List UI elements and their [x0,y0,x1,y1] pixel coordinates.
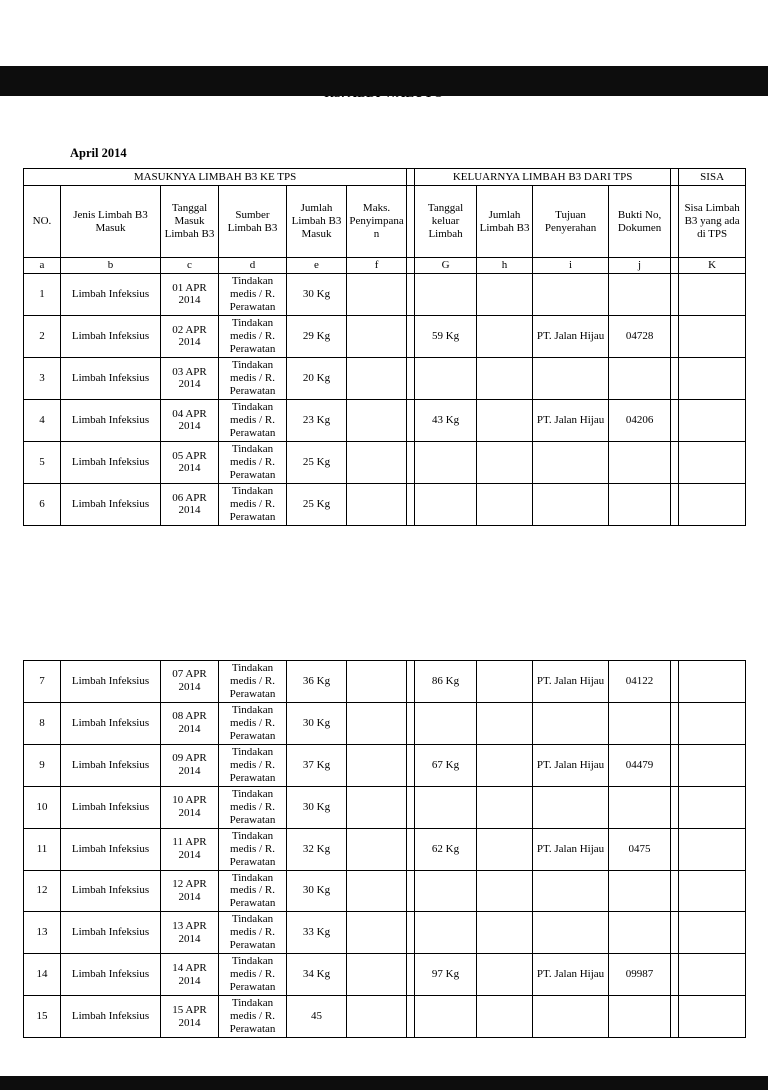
logbook-table-part-2 [23,660,746,1038]
cell-jumlah-keluar [477,954,533,996]
cell-maks [347,870,407,912]
table-row [24,399,746,441]
col-header-sisa: Sisa Limbah B3 yang ada di TPS [679,186,746,258]
separator-cell [407,399,415,441]
cell-no: 15 [24,996,61,1038]
cell-maks [347,315,407,357]
separator-cell [671,744,679,786]
separator-cell [671,315,679,357]
separator-cell [407,186,415,258]
cell-maks [347,483,407,525]
cell-sumber: Tindakan medis / R. Perawatan [219,357,287,399]
separator-cell [407,357,415,399]
cell-sisa [679,828,746,870]
separator-cell [407,273,415,315]
cell-tujuan: PT. Jalan Hijau [533,828,609,870]
cell-jumlah-masuk: 30 Kg [287,702,347,744]
letter-row [24,258,746,274]
cell-tanggal-keluar: 62 Kg [415,828,477,870]
cell-jumlah-keluar [477,912,533,954]
separator-cell [407,702,415,744]
cell-bukti [609,870,671,912]
cell-sumber: Tindakan medis / R. Perawatan [219,441,287,483]
cell-tanggal-keluar: 86 Kg [415,660,477,702]
cell-tanggal-keluar [415,996,477,1038]
cell-jenis: Limbah Infeksius [61,870,161,912]
cell-no: 5 [24,441,61,483]
cell-no: 2 [24,315,61,357]
cell-tanggal-masuk: 06 APR 2014 [161,483,219,525]
cell-sumber: Tindakan medis / R. Perawatan [219,702,287,744]
letter-cell: c [161,258,219,274]
cell-sisa [679,786,746,828]
separator-cell [671,186,679,258]
cell-maks [347,441,407,483]
cell-no: 14 [24,954,61,996]
cell-tujuan [533,273,609,315]
cell-tujuan [533,483,609,525]
separator-cell [407,483,415,525]
separator-cell [407,744,415,786]
cell-tanggal-masuk: 01 APR 2014 [161,273,219,315]
cell-sisa [679,744,746,786]
col-header-tanggal-keluar: Tanggal keluar Limbah [415,186,477,258]
cell-jumlah-keluar [477,870,533,912]
cell-bukti [609,786,671,828]
letter-cell: b [61,258,161,274]
separator-cell [671,660,679,702]
group-header-keluarnya: KELUARNYA LIMBAH B3 DARI TPS [415,169,671,186]
table-row [24,315,746,357]
cell-sumber: Tindakan medis / R. Perawatan [219,954,287,996]
cell-tujuan [533,702,609,744]
cell-no: 1 [24,273,61,315]
separator-cell [671,912,679,954]
cell-no: 10 [24,786,61,828]
col-header-no: NO. [24,186,61,258]
separator-cell [407,870,415,912]
cell-sumber: Tindakan medis / R. Perawatan [219,912,287,954]
cell-tujuan [533,996,609,1038]
cell-sumber: Tindakan medis / R. Perawatan [219,996,287,1038]
cell-tanggal-masuk: 10 APR 2014 [161,786,219,828]
cell-no: 11 [24,828,61,870]
cell-jumlah-masuk: 30 Kg [287,786,347,828]
cell-jenis: Limbah Infeksius [61,954,161,996]
cell-sisa [679,996,746,1038]
separator-cell [671,258,679,274]
cell-sumber: Tindakan medis / R. Perawatan [219,315,287,357]
cell-maks [347,996,407,1038]
cell-maks [347,954,407,996]
cell-bukti: 04479 [609,744,671,786]
cell-tanggal-masuk: 15 APR 2014 [161,996,219,1038]
cell-tanggal-keluar [415,441,477,483]
separator-cell [671,483,679,525]
separator-cell [407,996,415,1038]
cell-jumlah-keluar [477,273,533,315]
letter-cell: i [533,258,609,274]
cell-no: 13 [24,912,61,954]
table-row [24,786,746,828]
separator-cell [671,273,679,315]
cell-jenis: Limbah Infeksius [61,660,161,702]
cell-no: 8 [24,702,61,744]
logbook-table-part-1 [23,168,746,526]
cell-jenis: Limbah Infeksius [61,315,161,357]
col-header-sumber: Sumber Limbah B3 [219,186,287,258]
cell-jumlah-keluar [477,744,533,786]
table-row [24,357,746,399]
column-header-row [24,186,746,258]
col-header-jumlah-keluar: Jumlah Limbah B3 [477,186,533,258]
cell-tanggal-keluar: 59 Kg [415,315,477,357]
cell-jumlah-masuk: 45 [287,996,347,1038]
col-header-bukti: Bukti No, Dokumen [609,186,671,258]
letter-cell: d [219,258,287,274]
cell-jumlah-keluar [477,399,533,441]
cell-jenis: Limbah Infeksius [61,273,161,315]
cell-tanggal-keluar: 43 Kg [415,399,477,441]
cell-sisa [679,441,746,483]
cell-sumber: Tindakan medis / R. Perawatan [219,786,287,828]
separator-cell [407,786,415,828]
cell-jumlah-keluar [477,786,533,828]
cell-tanggal-keluar [415,702,477,744]
cell-sumber: Tindakan medis / R. Perawatan [219,660,287,702]
cell-sisa [679,870,746,912]
group-header-masuknya: MASUKNYA LIMBAH B3 KE TPS [24,169,407,186]
cell-jumlah-masuk: 37 Kg [287,744,347,786]
cell-jenis: Limbah Infeksius [61,786,161,828]
cell-sisa [679,483,746,525]
cell-bukti: 0475 [609,828,671,870]
cell-tanggal-keluar [415,357,477,399]
cell-jumlah-masuk: 30 Kg [287,273,347,315]
table-header [24,169,746,274]
cell-tanggal-masuk: 12 APR 2014 [161,870,219,912]
col-header-tujuan: Tujuan Penyerahan [533,186,609,258]
cell-sumber: Tindakan medis / R. Perawatan [219,870,287,912]
separator-cell [407,169,415,186]
cell-bukti [609,483,671,525]
cell-tujuan [533,912,609,954]
cell-tanggal-keluar [415,912,477,954]
separator-cell [671,169,679,186]
cell-jumlah-masuk: 25 Kg [287,441,347,483]
cell-jumlah-keluar [477,315,533,357]
letter-cell: G [415,258,477,274]
separator-cell [671,702,679,744]
cell-tanggal-masuk: 09 APR 2014 [161,744,219,786]
table-row [24,441,746,483]
cell-tujuan [533,786,609,828]
cell-sumber: Tindakan medis / R. Perawatan [219,744,287,786]
cell-sisa [679,912,746,954]
cell-no: 3 [24,357,61,399]
separator-cell [407,441,415,483]
cell-jumlah-keluar [477,357,533,399]
cell-tanggal-masuk: 14 APR 2014 [161,954,219,996]
cell-tanggal-keluar [415,786,477,828]
cell-bukti [609,996,671,1038]
cell-maks [347,912,407,954]
table-row [24,660,746,702]
cell-tanggal-masuk: 07 APR 2014 [161,660,219,702]
cell-jumlah-keluar [477,996,533,1038]
cell-bukti: 09987 [609,954,671,996]
cell-jenis: Limbah Infeksius [61,441,161,483]
cell-jumlah-keluar [477,702,533,744]
cell-no: 7 [24,660,61,702]
cell-bukti [609,273,671,315]
table-row [24,870,746,912]
cell-tanggal-masuk: 11 APR 2014 [161,828,219,870]
cell-tujuan: PT. Jalan Hijau [533,954,609,996]
separator-cell [407,828,415,870]
cell-tanggal-keluar [415,273,477,315]
cell-jumlah-masuk: 23 Kg [287,399,347,441]
cell-tanggal-masuk: 02 APR 2014 [161,315,219,357]
col-header-maks: Maks. Penyimpanan [347,186,407,258]
cell-jenis: Limbah Infeksius [61,357,161,399]
table-row [24,828,746,870]
cell-tujuan: PT. Jalan Hijau [533,744,609,786]
cell-maks [347,702,407,744]
cell-maks [347,786,407,828]
cell-sumber: Tindakan medis / R. Perawatan [219,828,287,870]
cell-tujuan [533,870,609,912]
top-letterbox-bar [0,66,768,96]
separator-cell [407,660,415,702]
cell-sisa [679,357,746,399]
cell-sisa [679,702,746,744]
cell-no: 4 [24,399,61,441]
cell-maks [347,660,407,702]
cell-jumlah-masuk: 36 Kg [287,660,347,702]
cell-no: 12 [24,870,61,912]
cell-sisa [679,660,746,702]
cell-bukti: 04206 [609,399,671,441]
cell-jumlah-masuk: 25 Kg [287,483,347,525]
cell-sumber: Tindakan medis / R. Perawatan [219,273,287,315]
cell-tanggal-masuk: 03 APR 2014 [161,357,219,399]
cell-maks [347,399,407,441]
cell-jenis: Limbah Infeksius [61,399,161,441]
bottom-letterbox-bar [0,1076,768,1090]
cell-tanggal-masuk: 13 APR 2014 [161,912,219,954]
cell-tanggal-keluar: 67 Kg [415,744,477,786]
cell-bukti [609,357,671,399]
table-row [24,954,746,996]
cell-jenis: Limbah Infeksius [61,828,161,870]
table-row [24,273,746,315]
cell-maks [347,273,407,315]
cell-jumlah-keluar [477,441,533,483]
cell-bukti [609,912,671,954]
table-body-rows-1-6 [24,273,746,525]
cell-tanggal-masuk: 05 APR 2014 [161,441,219,483]
separator-cell [671,357,679,399]
cell-sumber: Tindakan medis / R. Perawatan [219,399,287,441]
table-body-rows-7-15 [24,660,746,1037]
separator-cell [671,954,679,996]
cell-jenis: Limbah Infeksius [61,744,161,786]
cell-bukti: 04728 [609,315,671,357]
letter-cell: f [347,258,407,274]
cell-jumlah-keluar [477,483,533,525]
table-row [24,702,746,744]
separator-cell [671,828,679,870]
period-label: April 2014 [70,146,127,160]
separator-cell [407,258,415,274]
cell-jenis: Limbah Infeksius [61,996,161,1038]
cell-jumlah-masuk: 29 Kg [287,315,347,357]
cell-bukti [609,702,671,744]
cell-jenis: Limbah Infeksius [61,912,161,954]
separator-cell [671,441,679,483]
col-header-jenis: Jenis Limbah B3 Masuk [61,186,161,258]
cell-tujuan [533,357,609,399]
cell-no: 9 [24,744,61,786]
cell-jenis: Limbah Infeksius [61,483,161,525]
letter-cell: j [609,258,671,274]
letter-cell: h [477,258,533,274]
cell-sumber: Tindakan medis / R. Perawatan [219,483,287,525]
cell-tujuan: PT. Jalan Hijau [533,660,609,702]
table-row [24,744,746,786]
cell-jumlah-masuk: 20 Kg [287,357,347,399]
cell-jumlah-masuk: 30 Kg [287,870,347,912]
cell-tanggal-masuk: 08 APR 2014 [161,702,219,744]
cell-bukti: 04122 [609,660,671,702]
col-header-jumlah-masuk: Jumlah Limbah B3 Masuk [287,186,347,258]
cell-tujuan: PT. Jalan Hijau [533,315,609,357]
col-header-tanggal-masuk: Tanggal Masuk Limbah B3 [161,186,219,258]
cell-maks [347,744,407,786]
separator-cell [407,954,415,996]
cell-jumlah-keluar [477,660,533,702]
separator-cell [671,786,679,828]
separator-cell [671,399,679,441]
cell-jenis: Limbah Infeksius [61,702,161,744]
table-row [24,912,746,954]
cell-jumlah-masuk: 33 Kg [287,912,347,954]
table-row [24,483,746,525]
cell-maks [347,828,407,870]
letter-cell: K [679,258,746,274]
letter-cell: e [287,258,347,274]
cell-tujuan [533,441,609,483]
cell-sisa [679,954,746,996]
cell-sisa [679,273,746,315]
cell-bukti [609,441,671,483]
cell-tanggal-keluar [415,870,477,912]
cell-tujuan: PT. Jalan Hijau [533,399,609,441]
cell-maks [347,357,407,399]
cell-tanggal-keluar: 97 Kg [415,954,477,996]
table-row [24,996,746,1038]
document-page [0,66,768,1038]
separator-cell [407,315,415,357]
cell-jumlah-masuk: 34 Kg [287,954,347,996]
letter-cell: a [24,258,61,274]
separator-cell [407,912,415,954]
cell-tanggal-masuk: 04 APR 2014 [161,399,219,441]
group-header-sisa: SISA [679,169,746,186]
cell-tanggal-keluar [415,483,477,525]
separator-cell [671,996,679,1038]
cell-jumlah-keluar [477,828,533,870]
cell-jumlah-masuk: 32 Kg [287,828,347,870]
cell-sisa [679,399,746,441]
cell-sisa [679,315,746,357]
cell-no: 6 [24,483,61,525]
separator-cell [671,870,679,912]
group-header-row [24,169,746,186]
